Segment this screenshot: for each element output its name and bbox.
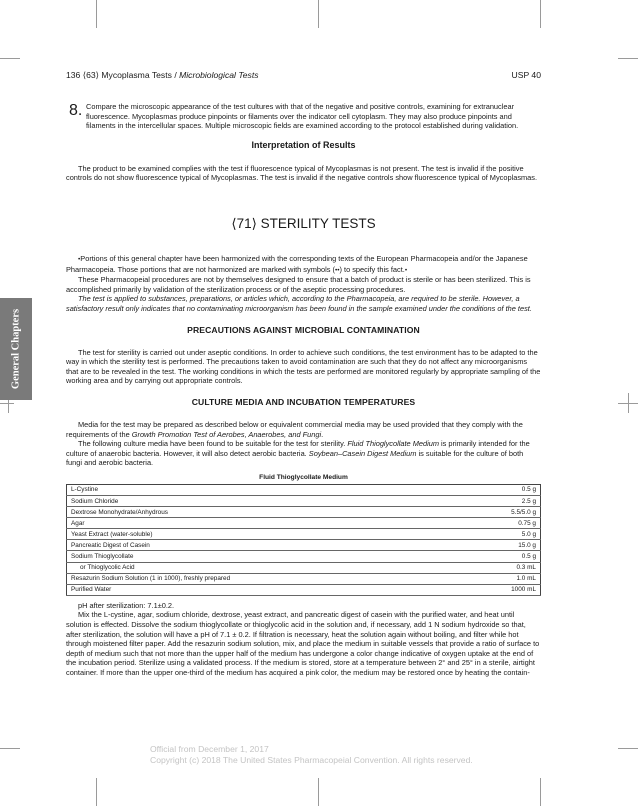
ingredient-name: Agar bbox=[67, 518, 462, 529]
page-number: 136 bbox=[66, 70, 81, 80]
crop-mark bbox=[618, 748, 638, 749]
table-row bbox=[67, 484, 541, 495]
interpretation-heading: Interpretation of Results bbox=[251, 139, 356, 150]
header-separator: / bbox=[174, 70, 177, 80]
intro-paragraph: These Pharmacopeial procedures are not by themselves designed to ensure that a batch of product is sterile or has been sterilized. This is accomplished primarily by validation of the sterilization process or of the aseptic processing procedures. bbox=[66, 275, 531, 294]
harmonization-symbol: • bbox=[78, 255, 81, 263]
growth-promotion-ref: Growth Promotion Test of Aerobes, Anaerobes, and Fungi bbox=[131, 429, 322, 439]
chapter-ref: ⟨63⟩ Mycoplasma Tests bbox=[82, 70, 172, 80]
soybean-casein-ref: Soybean–Casein Digest Medium bbox=[308, 448, 417, 458]
crop-mark bbox=[0, 403, 14, 404]
table-row bbox=[67, 584, 541, 595]
chapter-title: ⟨71⟩ STERILITY TESTS bbox=[231, 215, 376, 231]
crop-mark bbox=[0, 58, 20, 59]
table-row bbox=[67, 551, 541, 562]
table-row bbox=[67, 518, 541, 529]
table-row bbox=[67, 507, 541, 518]
header-section: Microbiological Tests bbox=[179, 70, 259, 80]
ingredient-quantity: 15.0 g bbox=[462, 540, 541, 551]
ingredient-quantity: 1000 mL bbox=[462, 584, 541, 595]
official-date: Official from December 1, 2017 bbox=[150, 744, 269, 754]
ingredient-name: Dextrose Monohydrate/Anhydrous bbox=[67, 507, 462, 518]
harmonization-note: •Portions of this general chapter have been harmonized with the corresponding texts of the European Pharmacopeia and/or the Japanese Pharmacopeia. Those portions that are not harmonized are marked with symbols (••) to specify this fact.• bbox=[66, 253, 528, 274]
harmonization-end-symbol: • bbox=[404, 266, 408, 274]
table-row bbox=[67, 573, 541, 584]
ingredient-name: Purified Water bbox=[67, 584, 462, 595]
crop-mark bbox=[540, 0, 541, 28]
ingredient-name: Sodium Chloride bbox=[67, 495, 462, 506]
step-number: 8. bbox=[69, 102, 83, 119]
ingredients-table bbox=[66, 484, 541, 596]
ingredient-quantity: 0.5 g bbox=[462, 484, 541, 495]
crop-mark bbox=[628, 393, 629, 413]
ingredient-quantity: 0.5 g bbox=[462, 551, 541, 562]
ingredient-quantity: 2.5 g bbox=[462, 495, 541, 506]
ingredient-quantity: 5.0 g bbox=[462, 529, 541, 540]
header-left bbox=[66, 70, 259, 81]
harmonization-symbols: •• bbox=[334, 266, 340, 274]
header-edition: USP 40 bbox=[511, 70, 541, 80]
side-tab-label: General Chapters bbox=[10, 308, 22, 390]
step-8 bbox=[66, 102, 541, 131]
preparation-text: Mix the L-cystine, agar, sodium chloride, dextrose, yeast extract, and pancreatic digest of casein with the purified water, and heat until solution is effected. Dissolve the sodium thioglycollate or thioglycolic acid in the solution and, if necessary, add 1 N sodium hydroxide so that, after sterilization, the solution will have a pH of 7.1 ± 0.2. If filtration is necessary, heat the solution again without boiling, and filter while hot through moistened filter paper. Add the resazurin sodium solution, mix, and place the medium in suitable vessels that provide a ratio of surface to depth of medium such that not more than the upper half of the medium has undergone a color change indicative of oxygen uptake at the end of the incubation period. Sterilize using a validated process. If the medium is stored, store at a temperature between 2° and 25° in a sterile, airtight container. If more than the upper one-third of the medium has acquired a pink color, the medium may be restored once by heating the contain- bbox=[66, 610, 540, 677]
crop-mark bbox=[96, 0, 97, 28]
table-row bbox=[67, 495, 541, 506]
intro-italic-paragraph: The test is applied to substances, preparations, or articles which, according to the Pharmacopeia, are required to be sterile. However, a satisfactory result only indicates that no contaminating microorganism has been found in the sample examined under the conditions of the test. bbox=[66, 294, 532, 313]
crop-mark bbox=[540, 778, 541, 806]
thioglycollate-ref: Fluid Thioglycollate Medium bbox=[347, 439, 439, 449]
table-row bbox=[67, 540, 541, 551]
page-content bbox=[66, 70, 541, 678]
interpretation-text: The product to be examined complies with the test if fluorescence typical of Mycoplasmas is not present. The test is invalid if the positive controls do not show fluorescence typical of Mycoplasmas. The test is invalid if the negative controls show fluorescence typical of Mycoplasmas. bbox=[66, 163, 538, 183]
culture-heading: CULTURE MEDIA AND INCUBATION TEMPERATURES bbox=[191, 396, 416, 407]
crop-mark bbox=[618, 58, 638, 59]
ingredient-quantity: 0.75 g bbox=[462, 518, 541, 529]
copyright-line: Copyright (c) 2018 The United States Pharmacopeial Convention. All rights reserved. bbox=[150, 754, 473, 765]
ingredient-name: or Thioglycolic Acid bbox=[67, 562, 462, 573]
ingredient-quantity: 0.3 mL bbox=[462, 562, 541, 573]
crop-mark bbox=[96, 778, 97, 806]
step-text: Compare the microscopic appearance of the test cultures with that of the negative and positive controls, examining for extranuclear fluorescence. Mycoplasmas produce pinpoints or filaments over the indicator cell cytoplasm. They may also produce pinpoints and filaments in the intercellular spaces. Multiple microscopic fields are examined according to the protocol established during validation. bbox=[86, 102, 519, 131]
ingredient-quantity: 5.5/5.0 g bbox=[462, 507, 541, 518]
running-header bbox=[66, 70, 541, 84]
crop-mark bbox=[318, 778, 319, 806]
ingredient-name: Sodium Thioglycollate bbox=[67, 551, 462, 562]
ph-statement: pH after sterilization: 7.1±0.2. bbox=[78, 600, 175, 610]
ingredient-name: Yeast Extract (water-soluble) bbox=[67, 529, 462, 540]
ingredient-name: L-Cystine bbox=[67, 484, 462, 495]
culture-paragraph-1: Media for the test may be prepared as described below or equivalent commercial media may be used provided that they comply with the requirements of the Growth Promotion Test of Aerobes, Anaerobes, and Fungi. bbox=[66, 419, 523, 439]
ingredient-name: Pancreatic Digest of Casein bbox=[67, 540, 462, 551]
ingredient-quantity: 1.0 mL bbox=[462, 573, 541, 584]
ingredient-name: Resazurin Sodium Solution (1 in 1000), freshly prepared bbox=[67, 573, 462, 584]
side-tab bbox=[0, 298, 32, 400]
crop-mark bbox=[0, 748, 20, 749]
copyright-watermark bbox=[150, 744, 473, 765]
precautions-heading: PRECAUTIONS AGAINST MICROBIAL CONTAMINATION bbox=[187, 324, 420, 335]
culture-paragraph-2: The following culture media have been found to be suitable for the test for sterility. Fluid Thioglycollate Medium is primarily intended for the culture of anaerobic bacteria. However, it will also detect aerobic bacteria. Soybean–Casein Digest Medium is suitable for the culture of both fungi and aerobic bacteria. bbox=[66, 439, 530, 468]
table-row bbox=[67, 529, 541, 540]
precautions-text: The test for sterility is carried out under aseptic conditions. In order to achieve such conditions, the test environment has to be adapted to the way in which the sterility test is performed. The precautions taken to avoid contamination are such that they do not affect any microorganisms that are to be revealed in the test. The working conditions in which the tests are performed are monitored regularly by appropriate sampling of the working area and by carrying out appropriate controls. bbox=[66, 347, 541, 386]
crop-mark bbox=[318, 0, 319, 28]
table-caption: Fluid Thioglycollate Medium bbox=[259, 473, 348, 481]
table-row bbox=[67, 562, 541, 573]
